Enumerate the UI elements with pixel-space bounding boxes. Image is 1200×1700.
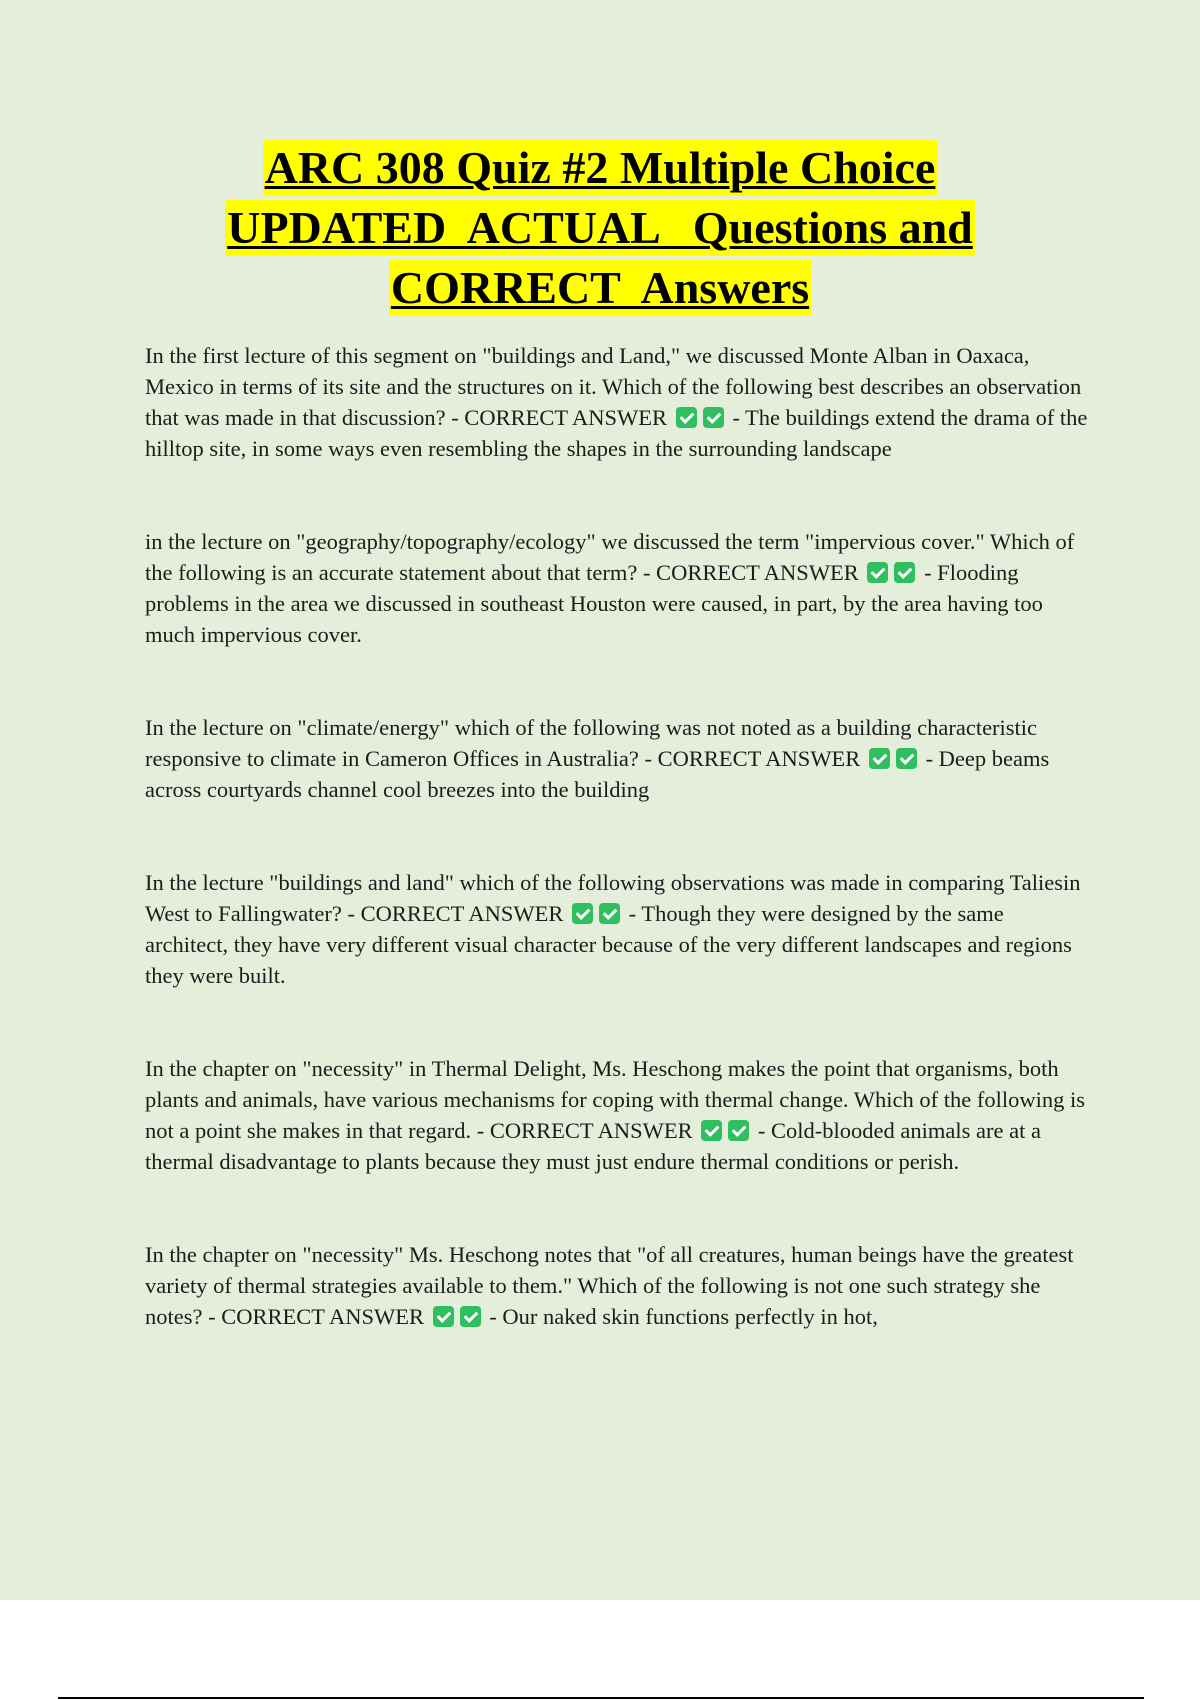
question-text: In the first lecture of this segment on "buildings and Land," we discussed Monte Alban in Oaxaca, Mexico in terms of its site and the structures on it. Which of the following best describes an observation that was made in that discussion? - CORRECT ANSWER bbox=[145, 343, 1082, 430]
checkmark-icon bbox=[894, 562, 915, 583]
qa-list bbox=[145, 340, 1090, 1332]
checkmark-icon bbox=[433, 1306, 454, 1327]
title-line-3: CORRECT Answers bbox=[389, 260, 811, 316]
question-text: in the lecture on "geography/topography/ecology" we discussed the term "impervious cover." Which of the following is an accurate statement about that term? - CORRECT ANSWER bbox=[145, 529, 1075, 585]
checkmark-icon bbox=[896, 748, 917, 769]
question-text: In the chapter on "necessity" in Thermal Delight, Ms. Heschong makes the point that organisms, both plants and animals, have various mechanisms for coping with thermal change. Which of the following is not a point she makes in that regard. - CORRECT ANSWER bbox=[145, 1056, 1085, 1143]
answer-text: - Flooding problems in the area we discussed in southeast Houston were caused, in part, by the area having too much impervious cover. bbox=[145, 560, 1043, 647]
qa-item bbox=[145, 712, 1090, 805]
question-text: In the lecture "buildings and land" which of the following observations was made in comparing Taliesin West to Fallingwater? - CORRECT ANSWER bbox=[145, 870, 1081, 926]
checkmark-icon bbox=[460, 1306, 481, 1327]
answer-text: - The buildings extend the drama of the hilltop site, in some ways even resembling the shapes in the surrounding landscape bbox=[145, 405, 1088, 461]
answer-text: - Though they were designed by the same architect, they have very different visual character because of the very different landscapes and regions they were built. bbox=[145, 901, 1072, 988]
title-line-1: ARC 308 Quiz #2 Multiple Choice bbox=[263, 140, 938, 196]
answer-text: - Cold-blooded animals are at a thermal disadvantage to plants because they must just endure thermal conditions or perish. bbox=[145, 1118, 1041, 1174]
checkmark-icon bbox=[869, 748, 890, 769]
answer-text: - Deep beams across courtyards channel cool breezes into the building bbox=[145, 746, 1050, 802]
qa-item bbox=[145, 1053, 1090, 1177]
title-line-2: UPDATED ACTUAL Questions and bbox=[225, 200, 975, 256]
qa-item bbox=[145, 526, 1090, 650]
checkmark-icon bbox=[867, 562, 888, 583]
checkmark-icon bbox=[599, 903, 620, 924]
qa-item bbox=[145, 340, 1090, 464]
document-title bbox=[0, 140, 1200, 320]
question-text: In the lecture on "climate/energy" which of the following was not noted as a building characteristic responsive to climate in Cameron Offices in Australia? - CORRECT ANSWER bbox=[145, 715, 1038, 771]
checkmark-icon bbox=[728, 1120, 749, 1141]
question-text: In the chapter on "necessity" Ms. Heschong notes that "of all creatures, human beings have the greatest variety of thermal strategies available to them." Which of the following is not one such strategy she notes? - CORRECT ANSWER bbox=[145, 1242, 1074, 1329]
qa-item bbox=[145, 1239, 1090, 1332]
footer-divider bbox=[58, 1697, 1144, 1699]
qa-item bbox=[145, 867, 1090, 991]
checkmark-icon bbox=[701, 1120, 722, 1141]
checkmark-icon bbox=[572, 903, 593, 924]
answer-text: - Our naked skin functions perfectly in hot, bbox=[489, 1304, 878, 1329]
checkmark-icon bbox=[703, 407, 724, 428]
checkmark-icon bbox=[676, 407, 697, 428]
